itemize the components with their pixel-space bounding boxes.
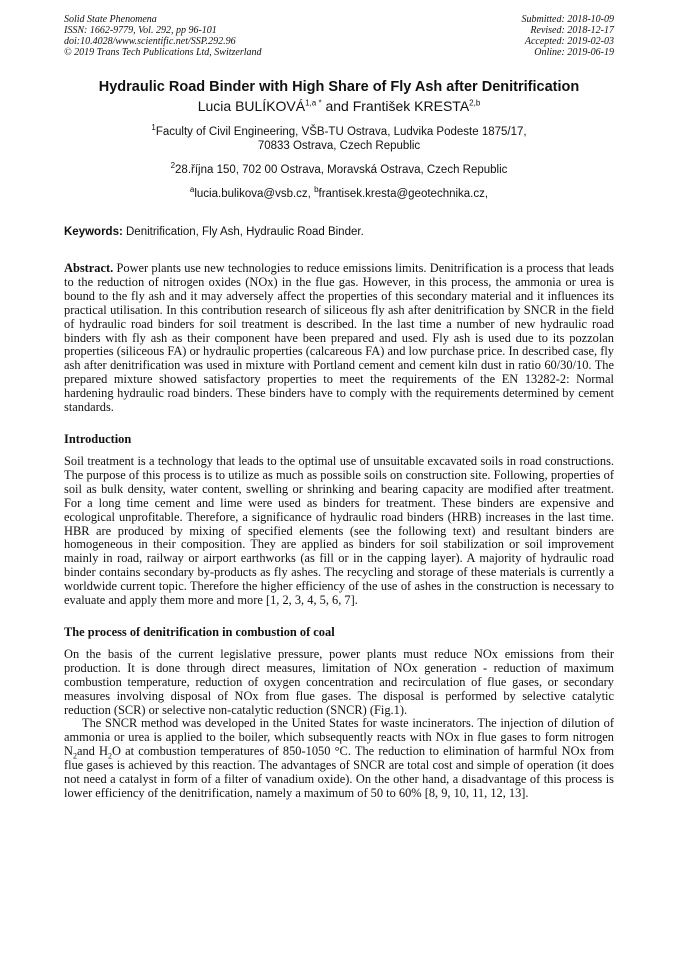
abstract-text: Power plants use new technologies to reduce emissions limits. Denitrification is a process that leads to the reduction of nitrogen oxides (NOx) in the flue gas. However, in this process, the ammonia or urea is bound to the fly ash and it may adversely affect the properties of this secondary material and it influences its practical utilisation. In this contribution research of siliceous fly ash after denitrification by SNCR in the field of hydraulic road binders for soil treatment is described. In the last time a number of new hydraulic road binders with fly ash as their component have been prepared and used. Fly ash is used due to its pozzolan properties (siliceous FA) or hydraulic properties (calcareous FA) and low purchase price. In described case, fly ash after denitrification was used in mixture with Portland cement and cement kiln dust in ratio 60/30/10. The prepared mixture showed satisfactory properties to meet the requirements of the EN 13282-2: Normal hardening hydraulic road binders. These binders have to comply with the requirements determined by cement standards. (64, 261, 614, 415)
submitted-date: Submitted: 2018-10-09 (521, 14, 614, 25)
keywords-text: Denitrification, Fly Ash, Hydraulic Road Binder. (122, 226, 364, 238)
copyright-line: © 2019 Trans Tech Publications Ltd, Switzerland (64, 47, 262, 58)
para2-part-c: O at combustion temperatures of 850-1050 °C. The reduction to elimination of harmful NOx from flue gases is achieved by this reaction. The advantages of SNCR are total cost and simple of operation (it does not need a catalyst in form of a filter of vanadium oxide). On the other hand, a disadvantage of this process is lower efficiency of the denitrification, namely a maximum of 50 to 60% [8, 9, 10, 11, 12, 13]. (64, 744, 615, 800)
affiliation-2 (64, 163, 614, 177)
author-1: Lucia BULÍKOVÁ (197, 98, 306, 114)
aff-1-line-2: 70833 Ostrava, Czech Republic (257, 140, 421, 152)
paper-page (64, 14, 614, 801)
author-2-sup: 2,b (469, 98, 481, 108)
doi-line: doi:10.4028/www.scientific.net/SSP.292.96 (64, 36, 236, 47)
denitrification-heading: The process of denitrification in combustion of coal (64, 624, 335, 639)
aff-1-line-1: Faculty of Civil Engineering, VŠB-TU Ostrava, Ludvika Podeste 1875/17, (155, 126, 527, 138)
submission-dates (522, 14, 615, 58)
aff-1-sup: 1 (151, 123, 156, 133)
author-emails (64, 187, 614, 201)
abstract-label: Abstract. (64, 261, 114, 275)
introduction-paragraph: Soil treatment is a technology that leads to the optimal use of unsuitable excavated soils in road constructions. The purpose of this process is to utilize as much as possible soils on construction site. Following, properties of soil as bulk density, water content, swelling or shrinking and bearing capacity are modified after treatment. For a long time cement and lime were used as binders for treatment. These binders are expensive and ecological unprofitable. Therefore, a significance of hydraulic road binders (HRB) increases in the last time. HBR are produced by mixing of specified elements (see the following text) and resultant binders are homogeneous in their composition. They are applied as binders for soil stabilization or soil improvement mainly in road, railway or airport earthworks (as fill or in the capping layer). A majority of hydraulic road binder contains secondary by-products as fly ashes. The recycling and storage of these materials is currently a worldwide current topic. Therefore the higher efficiency of the use of ashes in the construction is necessary to evaluate and apply them more and more [1, 2, 3, 4, 5, 6, 7]. (64, 453, 614, 608)
aff-2-sup: 2 (170, 161, 176, 171)
accepted-date: Accepted: 2019-02-03 (524, 36, 614, 47)
denitrification-paragraph-1: On the basis of the current legislative pressure, power plants must reduce NOx emissions from their production. It is done through direct measures, limitation of NOx generation - reduction of maximum combustion temperature, reduction of oxygen concentration and recirculation of flue gases, or secondary measures involving disposal of NOx from flue gases. The disposal is performed by selective catalytic reduction (SCR) or selective non-catalytic reduction (SNCR) (Fig.1). (64, 646, 614, 717)
author-line (64, 97, 614, 115)
email-a: lucia.bulikova@vsb.cz, (194, 188, 315, 200)
h2o-subscript: 2 (107, 751, 112, 761)
author-1-sup: 1,a * (305, 98, 322, 108)
aff-2-text: 28.října 150, 702 00 Ostrava, Moravská Ostrava, Czech Republic (175, 164, 508, 176)
affiliation-1 (64, 125, 614, 153)
abstract (64, 262, 614, 415)
para2-part-a: The SNCR method was developed in the United States for waste incinerators. The injection of dilution of ammonia or urea is applied to the boiler, which subsequently reacts with NOx in flue gases to form nitrogen N (64, 716, 614, 759)
journal-name: Solid State Phenomena (64, 14, 157, 25)
denitrification-paragraph-2 (64, 717, 614, 800)
author-and: and (325, 98, 349, 114)
email-b-sup: b (314, 185, 319, 195)
journal-info (64, 14, 262, 58)
online-date: Online: 2019-06-19 (534, 47, 614, 58)
revised-date: Revised: 2018-12-17 (530, 25, 614, 36)
email-b: frantisek.kresta@geotechnika.cz, (318, 188, 489, 200)
author-2: František KRESTA (352, 98, 470, 114)
journal-metadata (64, 14, 614, 58)
email-a-sup: a (189, 185, 195, 195)
para2-part-b: and H (76, 744, 108, 759)
keywords-label: Keywords: (64, 226, 123, 238)
n2-subscript: 2 (72, 751, 77, 761)
paper-title: Hydraulic Road Binder with High Share of Fly Ash after Denitrification (98, 79, 580, 95)
introduction-heading: Introduction (64, 431, 132, 446)
issn-line: ISSN: 1662-9779, Vol. 292, pp 96-101 (64, 25, 217, 36)
keywords (64, 225, 614, 239)
